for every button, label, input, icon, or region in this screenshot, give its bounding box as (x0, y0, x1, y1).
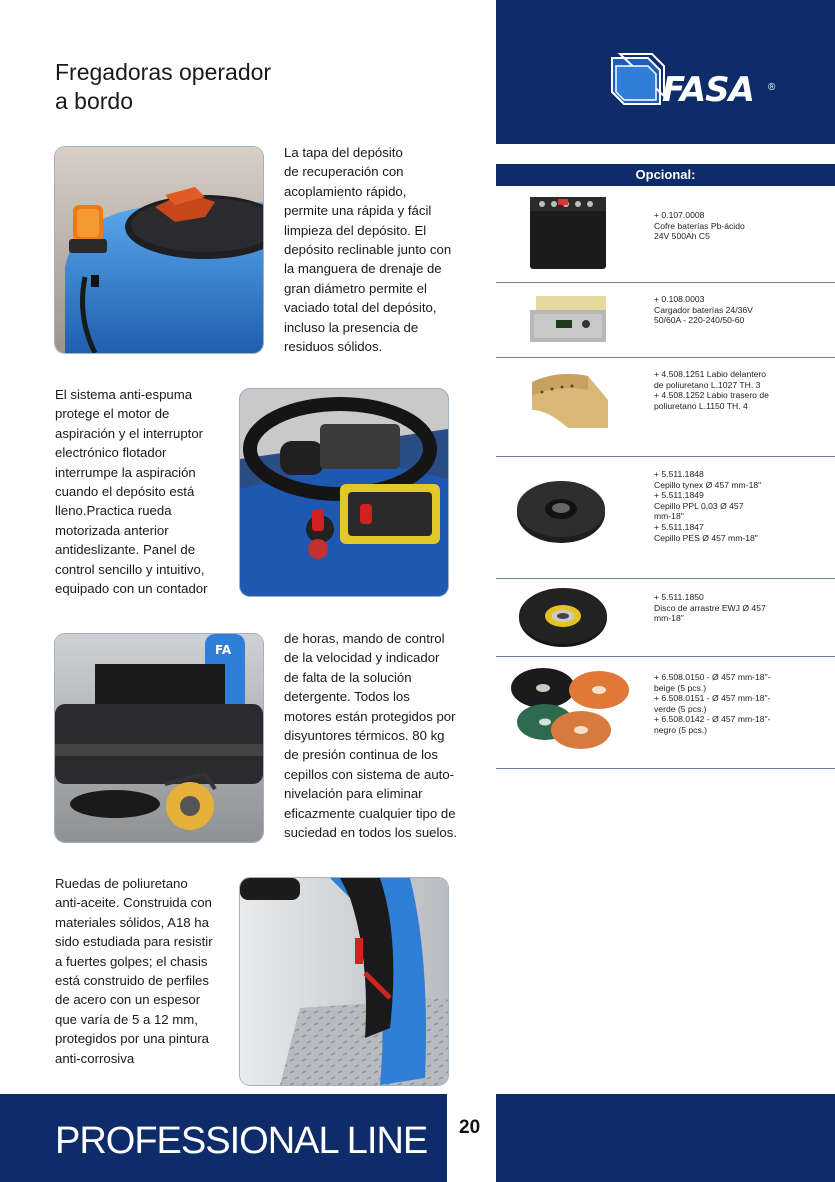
text-line: motorizada anterior (55, 522, 169, 538)
text-line: de la velocidad y indicador (284, 650, 440, 666)
text-line: + 5.511.1848 (654, 469, 704, 479)
photo-tank-lid (54, 146, 264, 354)
text-line: beige (5 pcs.) (654, 682, 707, 693)
paragraph-wheels (55, 874, 235, 1068)
text-line: sido estudiada para resistir (55, 934, 213, 950)
text-line: + 6.508.0151 - Ø 457 mm-18"- (654, 693, 771, 704)
text-line: la manguera de drenaje de (284, 261, 442, 277)
text-line: + 4.508.1252 Labio trasero de (654, 390, 769, 401)
text-line: 50/60A - 220-240/50-60 (654, 315, 745, 326)
text-line: Cepillo PES Ø 457 mm-18" (654, 532, 758, 543)
text-line: depósito reclinable junto con (284, 242, 452, 258)
text-line: mm-18" (654, 613, 684, 624)
text-line: equipado con un contador (55, 581, 208, 597)
text-line: Cargador baterías 24/36V (654, 304, 753, 315)
text-line: permite una rápida y fácil (284, 203, 432, 219)
fasa-logo-icon (608, 52, 668, 112)
footer-band-right (496, 1094, 835, 1182)
text-line: incluso la presencia de (284, 319, 419, 335)
text-line: detergente. Todos los (284, 689, 410, 705)
paragraph-tank-lid (284, 143, 454, 356)
text-line: antideslizante. Panel de (55, 542, 196, 558)
text-line: negro (5 pcs.) (654, 724, 708, 735)
text-line: 24V 500Ah C5 (654, 231, 710, 242)
optional-item-squeegee-text (654, 369, 784, 411)
text-line: lleno.Practica rueda (55, 503, 172, 519)
page-number: 20 (459, 1117, 481, 1138)
text-line: de poliuretano L.1027 TH. 3 (654, 379, 761, 390)
page-title-line-2: a bordo (55, 88, 134, 114)
text-line: + 5.511.1847 (654, 521, 704, 532)
text-line: + 5.511.1850 (654, 592, 704, 602)
text-line: + 6.508.0142 - Ø 457 mm-18"- (654, 714, 771, 725)
optional-item-pads-text (654, 672, 784, 736)
photo-machine-brush (54, 633, 264, 843)
text-line: Cepillo tynex Ø 457 mm-18" (654, 479, 762, 490)
page-title-line-1: Fregadoras operador (55, 59, 272, 85)
text-line: protege el motor de (55, 406, 170, 422)
text-line: La tapa del depósito (284, 145, 403, 160)
text-line: Ruedas de poliuretano (55, 876, 188, 891)
text-line: que varía de 5 a 12 mm, (55, 1011, 198, 1027)
brush-image (515, 475, 607, 550)
text-line: suciedad en todos los suelos. (284, 825, 458, 841)
text-line: de presión continua de los (284, 747, 438, 763)
text-line: anti-aceite. Construida con (55, 895, 212, 911)
text-line: + 0.108.0003 (654, 294, 705, 304)
text-line: limpieza del depósito. El (284, 222, 427, 238)
optional-header: Opcional: (496, 164, 835, 186)
text-line: El sistema anti-espuma (55, 387, 193, 402)
text-line: interrumpe la aspiración (55, 464, 196, 480)
text-line: disyuntores térmicos. 80 kg (284, 728, 445, 744)
page-title (55, 58, 315, 116)
pads-image (507, 664, 631, 757)
brand-registered-mark: ® (768, 82, 776, 93)
text-line: protegidos por una pintura (55, 1031, 209, 1047)
text-line: acoplamiento rápido, (284, 183, 407, 199)
text-line: eficazmente cualquier tipo de (284, 805, 456, 821)
optional-item-brushes-text (654, 469, 784, 543)
text-line: + 6.508.0150 - Ø 457 mm-18"- (654, 672, 771, 682)
text-line: cepillos con sistema de auto- (284, 766, 455, 782)
text-line: Cofre baterías Pb-ácido (654, 220, 745, 231)
text-line: + 5.511.1849 (654, 490, 704, 501)
text-line: mm-18" (654, 511, 684, 522)
text-line: materiales sólidos, A18 ha (55, 914, 209, 930)
text-line: de horas, mando de control (284, 631, 445, 646)
paragraph-controls (284, 629, 459, 842)
text-line: a fuertes golpes; el chasis (55, 953, 208, 969)
text-line: + 4.508.1251 Labio delantero (654, 369, 767, 379)
text-line: de acero con un espesor (55, 992, 201, 1008)
svg-text:FA: FA (215, 643, 232, 657)
text-line: aspiración y el interruptor (55, 425, 204, 441)
brand-name: FASA (662, 70, 754, 110)
photo-control-panel (239, 388, 449, 597)
charger-image (528, 296, 608, 349)
text-line: cuando el depósito está (55, 484, 195, 500)
text-line: motores están protegidos por (284, 708, 456, 724)
optional-item-charger-text (654, 294, 784, 326)
optional-item-battery-text (654, 210, 784, 242)
text-line: vaciado total del depósito, (284, 300, 437, 316)
text-line: gran diámetro permite el (284, 280, 427, 296)
text-line: está construido de perfiles (55, 973, 209, 989)
text-line: electrónico flotador (55, 445, 167, 461)
text-line: poliuretano L.1150 TH. 4 (654, 400, 748, 411)
battery-image (528, 195, 608, 276)
text-line: control sencillo y intuitivo, (55, 561, 205, 577)
drive-disc-image (518, 583, 608, 654)
text-line: nivelación para eliminar (284, 786, 423, 802)
text-line: Disco de arrastre EWJ Ø 457 (654, 602, 766, 613)
text-line: Cepillo PPL 0,03 Ø 457 (654, 500, 744, 511)
text-line: de recuperación con (284, 164, 404, 180)
text-line: + 0.107.0008 (654, 210, 705, 220)
text-line: anti-corrosiva (55, 1050, 135, 1066)
text-line: verde (5 pcs.) (654, 703, 707, 714)
paragraph-anti-foam (55, 385, 235, 598)
text-line: de falta de la solución (284, 669, 412, 685)
photo-chassis (239, 877, 449, 1086)
optional-item-drive-disc-text (654, 592, 784, 624)
footer-title: PROFESSIONAL LINE (55, 1120, 428, 1162)
squeegee-blade-image (528, 370, 610, 437)
text-line: residuos sólidos. (284, 339, 383, 355)
